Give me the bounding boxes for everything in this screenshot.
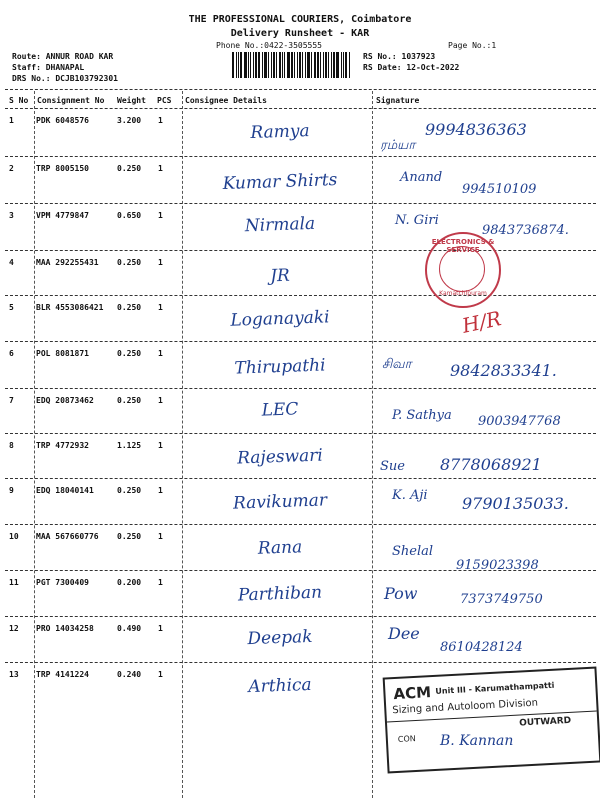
barcode-bar: [325, 52, 327, 78]
consignee-name: Nirmala: [244, 213, 316, 237]
barcode-bar: [258, 52, 260, 78]
barcode-bar: [314, 52, 316, 78]
signature-phone: 8610428124: [440, 640, 523, 655]
row-separator: [5, 203, 596, 204]
consignee-name: Deepak: [247, 626, 313, 650]
consignee-name: Thirupathi: [234, 355, 326, 379]
barcode-bar: [284, 52, 285, 78]
barcode-bar: [273, 52, 275, 78]
row-sno: 9: [9, 486, 14, 495]
row-pcs: 1: [158, 486, 163, 495]
acm-division: Sizing and Autoloom Division: [392, 697, 539, 717]
signature-phone: 9790135033.: [462, 494, 569, 513]
signature-phone: 7373749750: [460, 592, 543, 607]
barcode: [232, 52, 354, 78]
row-weight: 0.250: [117, 486, 142, 495]
signature-phone: 9842833341.: [450, 361, 557, 380]
barcode-bar: [244, 52, 247, 78]
row-consignment: MAA 567660776: [36, 532, 99, 541]
row-weight: 0.250: [117, 532, 142, 541]
barcode-bar: [271, 52, 272, 78]
row-sno: 8: [9, 441, 14, 450]
row-consignment: PRO 14034258: [36, 624, 94, 633]
row-pcs: 1: [158, 116, 163, 125]
barcode-bar: [349, 52, 350, 78]
barcode-bar: [302, 52, 303, 78]
barcode-bar: [240, 52, 242, 78]
barcode-bar: [253, 52, 254, 78]
barcode-bar: [323, 52, 324, 78]
barcode-bar: [333, 52, 335, 78]
header-pcs: PCS: [157, 96, 172, 105]
barcode-bar: [305, 52, 306, 78]
column-divider: [182, 91, 183, 798]
column-divider: [372, 91, 373, 798]
barcode-bar: [317, 52, 319, 78]
barcode-bar: [320, 52, 321, 78]
signature-mark: சிவா: [382, 357, 412, 372]
row-pcs: 1: [158, 624, 163, 633]
row-sno: 4: [9, 258, 14, 267]
page-number: Page No.:1: [448, 41, 497, 50]
row-separator: [5, 295, 596, 296]
signature-phone: 8778068921: [440, 455, 542, 474]
row-consignment: TRP 4772932: [36, 441, 89, 450]
barcode-bar: [331, 52, 332, 78]
barcode-bar: [297, 52, 298, 78]
signature-mark: Dee: [388, 624, 420, 643]
barcode-bar: [328, 52, 329, 78]
signature-mark: Shelal: [392, 544, 434, 559]
row-consignment: TRP 4141224: [36, 670, 89, 679]
row-separator: [5, 616, 596, 617]
signature-phone: 9843736874.: [482, 223, 569, 238]
barcode-bar: [294, 52, 295, 78]
signature-mark: Anand: [400, 170, 443, 185]
row-weight: 0.650: [117, 211, 142, 220]
row-consignment: MAA 292255431: [36, 258, 99, 267]
document-subtitle: Delivery Runsheet - KAR: [230, 28, 370, 39]
consignee-name: Rana: [257, 537, 303, 559]
row-pcs: 1: [158, 532, 163, 541]
barcode-bar: [345, 52, 347, 78]
row-separator: [5, 662, 596, 663]
signature-phone: 9159023398: [456, 558, 539, 573]
document-title: THE PROFESSIONAL COURIERS, Coimbatore: [188, 14, 412, 25]
row-consignment: POL 8081871: [36, 349, 89, 358]
row-sno: 2: [9, 164, 14, 173]
signature-phone: 9003947768: [478, 414, 561, 429]
barcode-bar: [279, 52, 281, 78]
row-consignment: PGT 7300409: [36, 578, 89, 587]
barcode-bar: [255, 52, 257, 78]
row-weight: 0.250: [117, 164, 142, 173]
signature-mark: Sue: [380, 459, 405, 474]
column-divider: [34, 91, 35, 798]
row-weight: 0.240: [117, 670, 142, 679]
stamp-text: ELECTRONICS & SERVICE: [431, 238, 495, 254]
row-sno: 11: [9, 578, 19, 587]
row-consignment: TRP 8005150: [36, 164, 89, 173]
row-consignment: EDQ 20873462: [36, 396, 94, 405]
row-sno: 12: [9, 624, 19, 633]
header-sno: S No: [9, 96, 29, 105]
row-pcs: 1: [158, 211, 163, 220]
route-label: Route: ANNUR ROAD KAR: [12, 52, 114, 61]
consignee-name: Rajeswari: [236, 445, 324, 469]
row-separator: [5, 341, 596, 342]
row-separator: [5, 433, 596, 434]
row-weight: 0.250: [117, 303, 142, 312]
row-weight: 0.250: [117, 396, 142, 405]
header-signature: Signature: [376, 96, 420, 105]
consignee-name: JR: [269, 265, 291, 287]
signature-mark: K. Aji: [392, 488, 428, 503]
consignee-name: Loganayaki: [230, 307, 330, 331]
consignee-name: Parthiban: [237, 582, 323, 606]
consignee-name: Arthica: [248, 674, 312, 698]
row-sno: 7: [9, 396, 14, 405]
row-pcs: 1: [158, 670, 163, 679]
barcode-bar: [238, 52, 239, 78]
table-top-rule: [5, 89, 596, 90]
signature-mark: N. Giri: [395, 213, 439, 228]
row-weight: 1.125: [117, 441, 142, 450]
barcode-bar: [336, 52, 339, 78]
row-sno: 6: [9, 349, 14, 358]
signature-mark: ரம்யா: [380, 138, 416, 153]
stamp-place: Kamatchipuram: [439, 290, 487, 297]
consignee-name: Ramya: [250, 120, 310, 144]
barcode-bar: [236, 52, 237, 78]
consignee-name: LEC: [261, 399, 299, 421]
acm-con: CON: [397, 734, 416, 744]
row-pcs: 1: [158, 258, 163, 267]
row-separator: [5, 570, 596, 571]
barcode-bar: [307, 52, 310, 78]
signature-phone: 994510109: [462, 182, 537, 197]
row-pcs: 1: [158, 164, 163, 173]
table-header-rule: [5, 108, 596, 109]
acm-unit: Unit III - Karumathampatti: [435, 680, 555, 696]
row-pcs: 1: [158, 578, 163, 587]
signature-phone: 9994836363: [425, 120, 527, 139]
rs-number: RS No.: 1037923: [363, 52, 436, 61]
barcode-bar: [268, 52, 269, 78]
header-weight: Weight: [117, 96, 146, 105]
phone-number: Phone No.:0422-3505555: [216, 41, 322, 50]
acm-outward: OUTWARD: [518, 715, 572, 729]
row-pcs: 1: [158, 303, 163, 312]
barcode-bar: [291, 52, 293, 78]
acm-logo: ACM: [393, 683, 432, 704]
row-weight: 0.490: [117, 624, 142, 633]
row-separator: [5, 156, 596, 157]
row-weight: 0.250: [117, 349, 142, 358]
row-sno: 13: [9, 670, 19, 679]
row-weight: 0.200: [117, 578, 142, 587]
acm-stamp: [383, 666, 600, 773]
row-consignment: VPM 4779847: [36, 211, 89, 220]
row-pcs: 1: [158, 441, 163, 450]
row-pcs: 1: [158, 396, 163, 405]
consignee-name: Ravikumar: [232, 490, 328, 514]
row-sno: 10: [9, 532, 19, 541]
row-sno: 1: [9, 116, 14, 125]
drs-label: DRS No.: DCJB103792301: [12, 74, 118, 83]
barcode-bar: [341, 52, 342, 78]
header-consignee: Consignee Details: [185, 96, 267, 105]
rs-date: RS Date: 12-Oct-2022: [363, 63, 460, 72]
barcode-bar: [264, 52, 267, 78]
row-sno: 5: [9, 303, 14, 312]
barcode-bar: [250, 52, 251, 78]
row-consignment: EDQ 18040141: [36, 486, 94, 495]
row-weight: 0.250: [117, 258, 142, 267]
row-separator: [5, 478, 596, 479]
barcode-bar: [287, 52, 290, 78]
barcode-bar: [311, 52, 312, 78]
row-pcs: 1: [158, 349, 163, 358]
row-separator: [5, 388, 596, 389]
row-consignment: BLR 4553086421: [36, 303, 104, 312]
barcode-bar: [282, 52, 283, 78]
row-consignment: PDK 6048576: [36, 116, 89, 125]
staff-label: Staff: DHANAPAL: [12, 63, 85, 72]
row-separator: [5, 250, 596, 251]
row-weight: 3.200: [117, 116, 142, 125]
consignee-name: Kumar Shirts: [222, 170, 338, 194]
signature-mark: P. Sathya: [392, 408, 452, 423]
barcode-bar: [343, 52, 344, 78]
row-sno: 3: [9, 211, 14, 220]
hr-mark: H/R: [459, 306, 504, 338]
barcode-bar: [232, 52, 234, 78]
acm-signature: B. Kannan: [440, 733, 514, 749]
barcode-bar: [262, 52, 263, 78]
signature-mark: Pow: [384, 584, 418, 603]
header-consignment: Consignment No: [37, 96, 105, 105]
row-separator: [5, 524, 596, 525]
barcode-bar: [248, 52, 249, 78]
barcode-bar: [276, 52, 277, 78]
barcode-bar: [299, 52, 301, 78]
company-stamp: [425, 232, 501, 308]
